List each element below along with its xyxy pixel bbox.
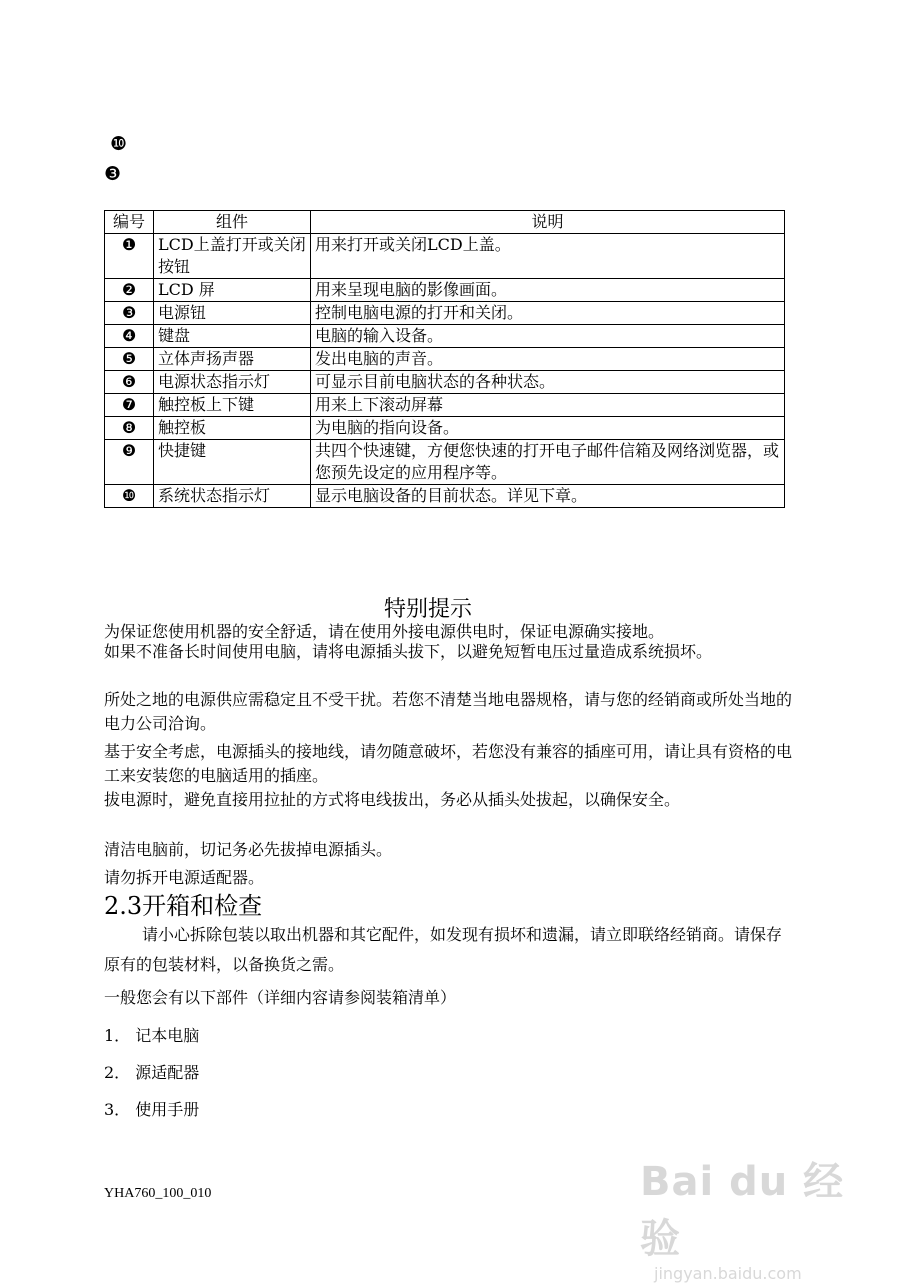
row-part: 快捷键 xyxy=(154,440,311,485)
table-row xyxy=(105,485,785,508)
table-row xyxy=(105,394,785,417)
row-part: 系统状态指示灯 xyxy=(154,485,311,508)
row-number: ❾ xyxy=(105,440,154,485)
row-part: LCD上盖打开或关闭按钮 xyxy=(154,234,311,279)
row-description: 为电脑的指向设备。 xyxy=(311,417,785,440)
table-row xyxy=(105,325,785,348)
table-row xyxy=(105,302,785,325)
notice-paragraph: 拔电源时，避免直接用拉扯的方式将电线拔出，务必从插头处拔起，以确保安全。 xyxy=(104,790,681,809)
notice-paragraph: 基于安全考虑，电源插头的接地线，请勿随意破坏，若您没有兼容的插座可用，请让具有资格的电工来安装您的电脑适用的插座。 xyxy=(104,742,793,785)
row-description: 发出电脑的声音。 xyxy=(311,348,785,371)
notice-paragraph: 清洁电脑前，切记务必先拔掉电源插头。 xyxy=(104,840,393,859)
section-title: 2.3开箱和检查 xyxy=(104,892,263,920)
section-intro: 请小心拆除包装以取出机器和其它配件，如发现有损坏和遗漏，请立即联络经销商。请保存原有的包装材料，以备换货之需。 xyxy=(104,925,783,974)
list-item: 3． 使用手册 xyxy=(104,1100,200,1119)
row-description: 用来呈现电脑的影像画面。 xyxy=(311,279,785,302)
row-description: 控制电脑电源的打开和关闭。 xyxy=(311,302,785,325)
row-description: 电脑的输入设备。 xyxy=(311,325,785,348)
notice-paragraph: 为保证您使用机器的安全舒适，请在使用外接电源供电时，保证电源确实接地。 xyxy=(104,622,665,641)
header-description: 说明 xyxy=(311,211,785,234)
row-number: ❼ xyxy=(105,394,154,417)
footer-code: YHA760_100_010 xyxy=(104,1186,212,1201)
row-description: 显示电脑设备的目前状态。详见下章。 xyxy=(311,485,785,508)
section-list-intro: 一般您会有以下部件（详细内容请参阅装箱清单） xyxy=(104,988,457,1007)
row-number: ❷ xyxy=(105,279,154,302)
table-row xyxy=(105,348,785,371)
table-row xyxy=(105,371,785,394)
watermark-logo: Bai du 经验 xyxy=(640,1159,845,1262)
row-description: 共四个快速键，方便您快速的打开电子邮件信箱及网络浏览器，或您预先设定的应用程序等。 xyxy=(311,440,785,485)
row-number: ❸ xyxy=(105,302,154,325)
row-number: ❹ xyxy=(105,325,154,348)
table-row xyxy=(105,279,785,302)
table-row xyxy=(105,440,785,485)
table-row xyxy=(105,417,785,440)
row-part: LCD 屏 xyxy=(154,279,311,302)
notice-title: 特别提示 xyxy=(384,597,473,622)
bullet-ten: ❿ xyxy=(110,133,128,155)
row-number: ❺ xyxy=(105,348,154,371)
watermark-url: jingyan.baidu.com xyxy=(654,1264,802,1283)
list-item: 2． 源适配器 xyxy=(104,1063,200,1082)
baidu-watermark xyxy=(640,1150,870,1283)
bullet-three: ❸ xyxy=(104,163,122,185)
row-part: 立体声扬声器 xyxy=(154,348,311,371)
header-part: 组件 xyxy=(154,211,311,234)
row-description: 用来打开或关闭LCD上盖。 xyxy=(311,234,785,279)
header-number: 编号 xyxy=(105,211,154,234)
notice-paragraph: 所处之地的电源供应需稳定且不受干扰。若您不清楚当地电器规格，请与您的经销商或所处当地的电力公司洽询。 xyxy=(104,690,793,733)
row-number: ❿ xyxy=(105,485,154,508)
table-header-row xyxy=(105,211,785,234)
row-number: ❶ xyxy=(105,234,154,279)
row-part: 键盘 xyxy=(154,325,311,348)
row-part: 电源钮 xyxy=(154,302,311,325)
notice-paragraph: 请勿拆开电源适配器。 xyxy=(104,868,265,887)
notice-paragraph: 如果不准备长时间使用电脑，请将电源插头拔下，以避免短暂电压过量造成系统损坏。 xyxy=(104,642,713,661)
row-part: 触控板 xyxy=(154,417,311,440)
list-item: 1． 记本电脑 xyxy=(104,1026,200,1045)
row-part: 触控板上下键 xyxy=(154,394,311,417)
row-number: ❻ xyxy=(105,371,154,394)
row-part: 电源状态指示灯 xyxy=(154,371,311,394)
row-number: ❽ xyxy=(105,417,154,440)
parts-table xyxy=(104,210,785,508)
row-description: 可显示目前电脑状态的各种状态。 xyxy=(311,371,785,394)
row-description: 用来上下滚动屏幕 xyxy=(311,394,785,417)
table-row xyxy=(105,234,785,279)
